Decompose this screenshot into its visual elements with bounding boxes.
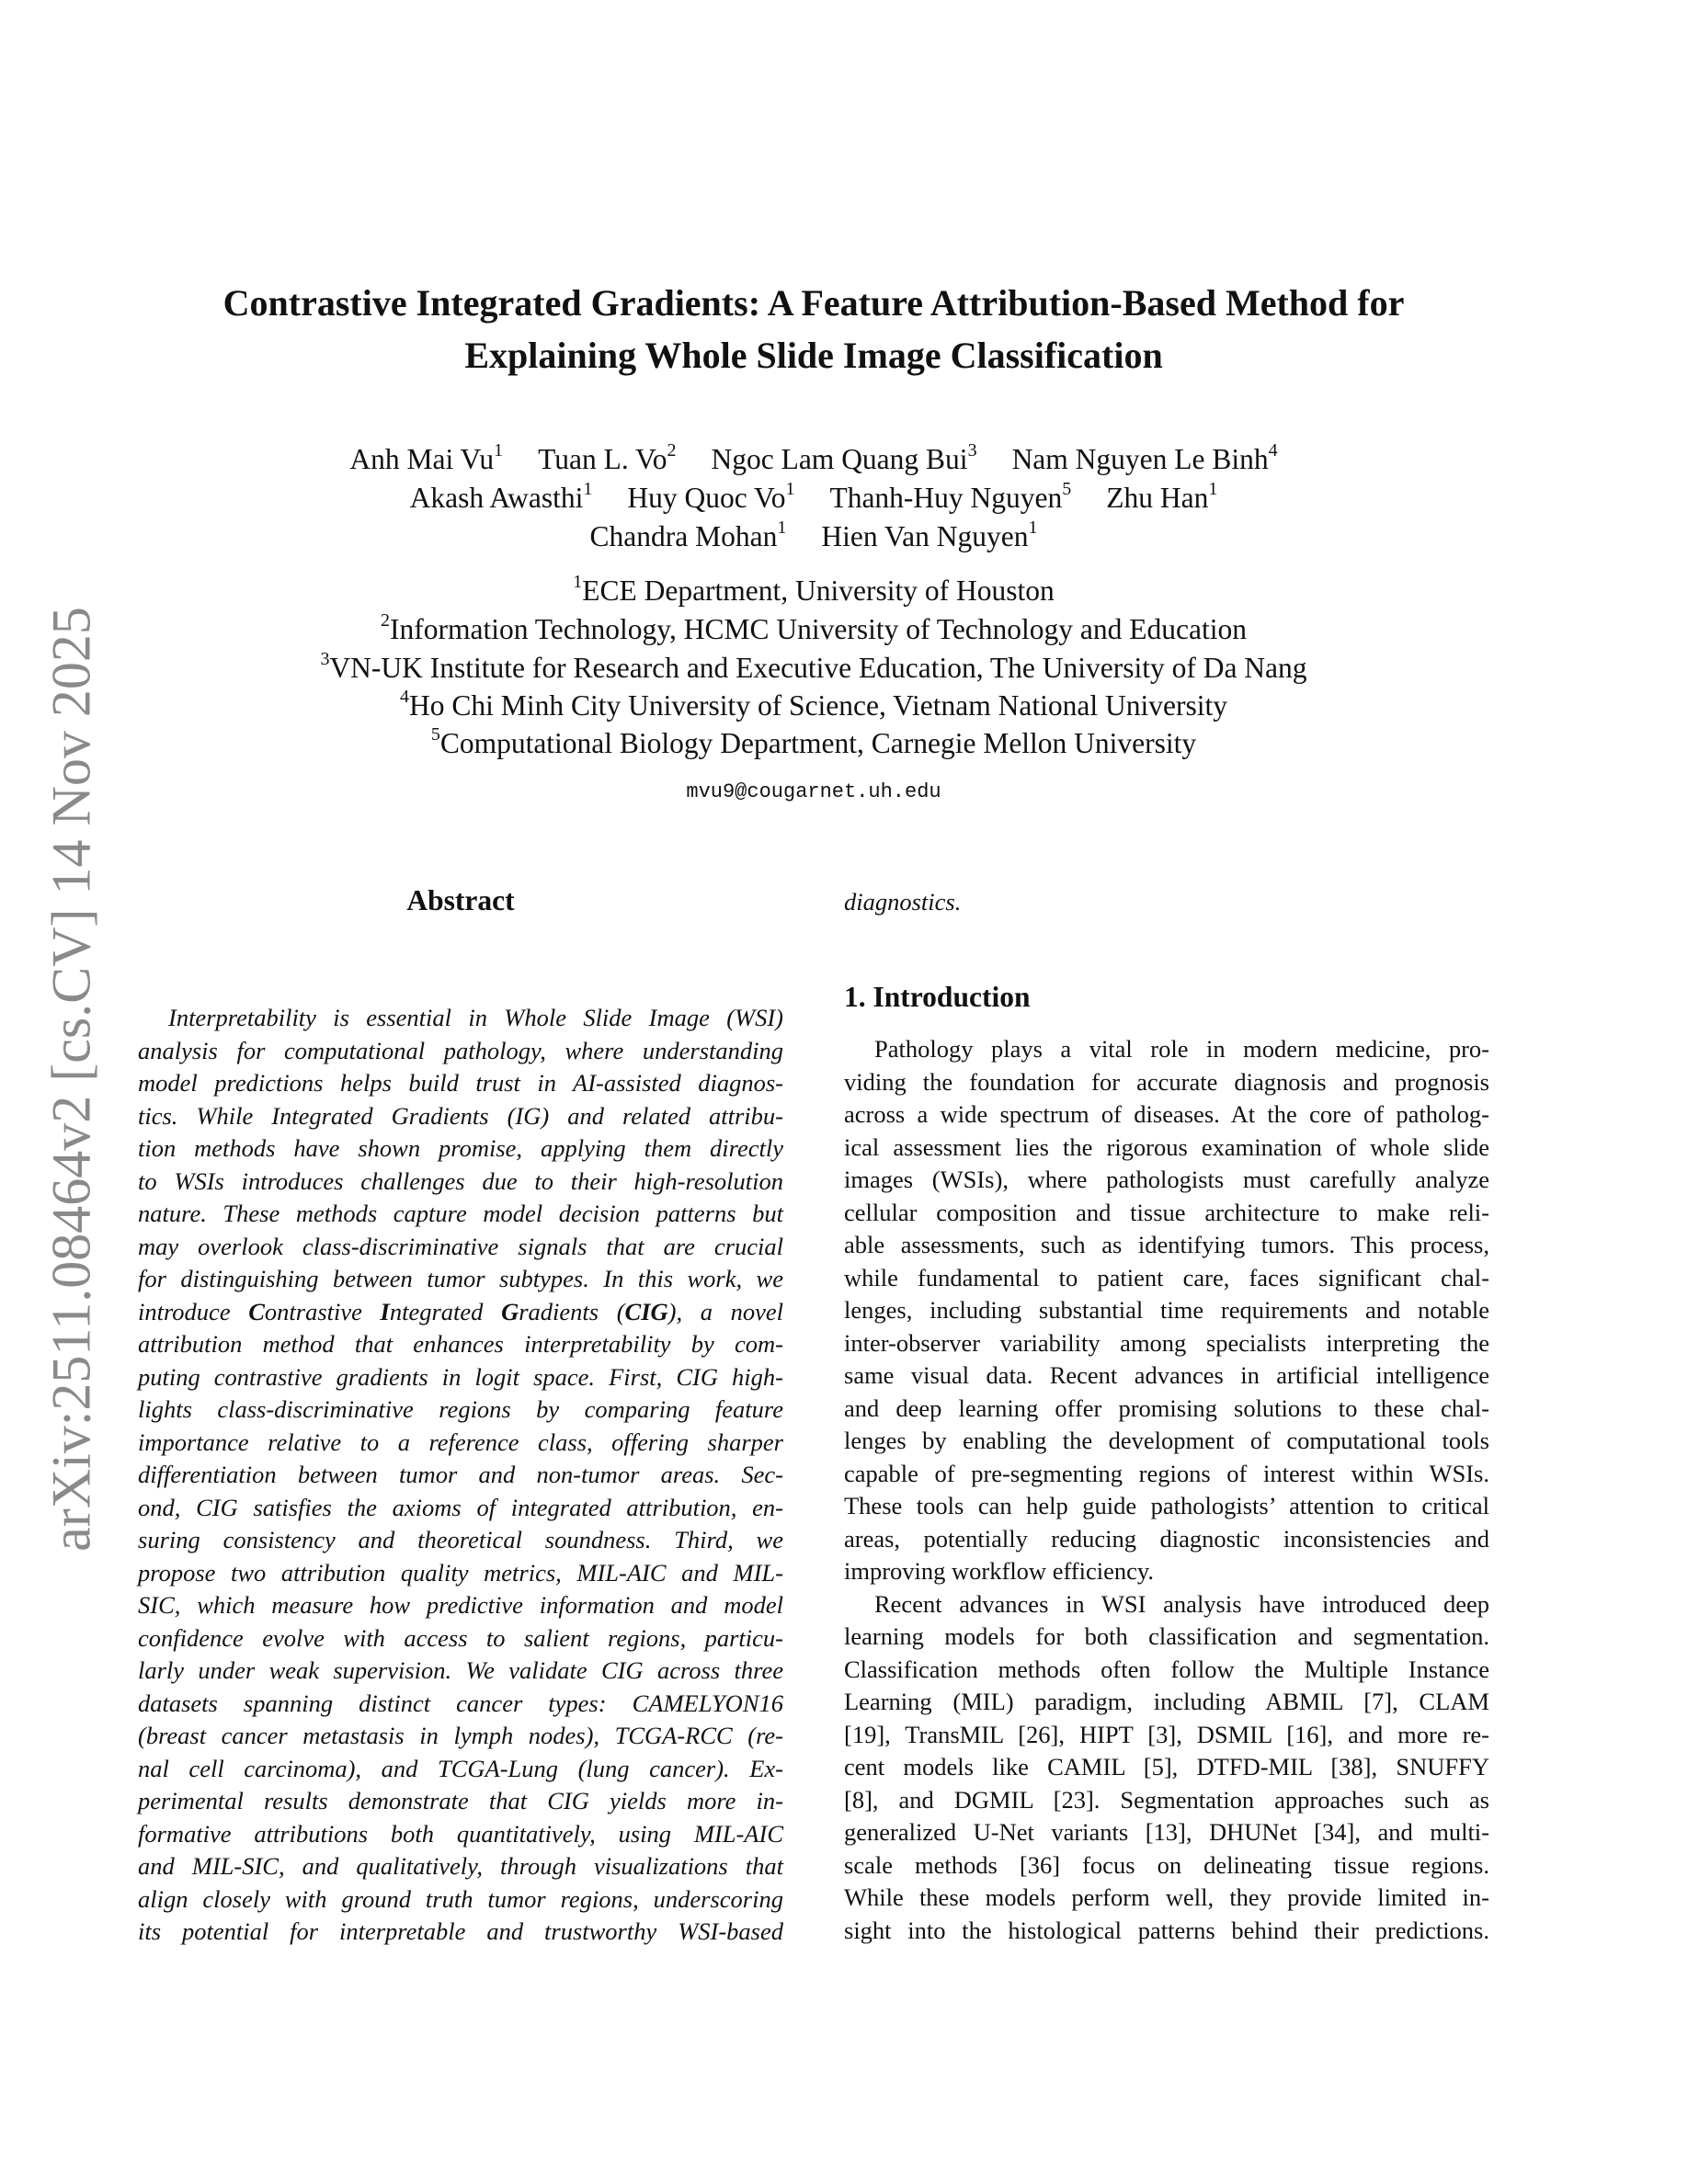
abstract-body <box>138 1002 783 1949</box>
abstract-line: puting contrastive gradients in logit space. First, CIG high- <box>138 1362 783 1391</box>
author <box>590 520 787 552</box>
introduction-line: scale methods [36] focus on delineating tissue regions. <box>844 1850 1489 1879</box>
introduction-line: images (WSIs), where pathologists must carefully analyze <box>844 1166 1489 1193</box>
abstract-line: for distinguishing between tumor subtypes. In this work, we <box>138 1265 783 1292</box>
abstract-line: align closely with ground truth tumor regions, underscoring <box>138 1884 783 1913</box>
introduction-heading: 1. Introduction <box>844 981 1031 1013</box>
abstract-line: importance relative to a reference class, offering sharper <box>138 1428 783 1456</box>
author-name: Tuan L. Vo <box>538 443 667 475</box>
bold-term: C <box>248 1297 265 1325</box>
introduction-line: areas, potentially reducing diagnostic inconsistencies and <box>844 1524 1489 1553</box>
abstract-line: may overlook class-discriminative signals that are crucial <box>138 1232 783 1260</box>
text-span: introduce <box>138 1297 249 1325</box>
author-affiliation-marker: 5 <box>1062 479 1072 499</box>
affiliation-number: 2 <box>381 610 390 631</box>
abstract-line: attribution method that enhances interpretability by com- <box>138 1330 783 1358</box>
affiliation <box>0 649 1627 687</box>
affiliation-text: Information Technology, HCMC University of Technology and Education <box>390 613 1247 645</box>
affiliation-number: 5 <box>430 724 440 745</box>
abstract-line: (breast cancer metastasis in lymph nodes), TCGA-RCC (re- <box>138 1722 783 1749</box>
introduction-line: These tools can help guide pathologists’ attention to critical <box>844 1492 1489 1519</box>
introduction-line: [19], TransMIL [26], HIPT [3], DSMIL [16], and more re- <box>844 1720 1489 1748</box>
text-span: ntegrated <box>389 1297 502 1325</box>
abstract-line: ond, CIG satisfies the axioms of integrated attribution, en- <box>138 1493 783 1521</box>
introduction-line: cent models like CAMIL [5], DTFD-MIL [38], SNUFFY <box>844 1753 1489 1780</box>
introduction-line: able assessments, such as identifying tumors. This process, <box>844 1231 1489 1258</box>
author <box>821 520 1037 552</box>
introduction-line: [8], and DGMIL [23]. Segmentation approaches such as <box>844 1785 1489 1814</box>
introduction-line: learning models for both classification and segmentation. <box>844 1622 1489 1650</box>
introduction-line: Recent advances in WSI analysis have introduced deep <box>874 1589 1489 1618</box>
introduction-line: Classification methods often follow the Multiple Instance <box>844 1655 1489 1683</box>
author-affiliation-marker: 4 <box>1268 440 1278 461</box>
introduction-line: Learning (MIL) paradigm, including ABMIL [7], CLAM <box>844 1688 1489 1715</box>
author-name: Anh Mai Vu <box>349 443 495 475</box>
abstract-line: and MIL-SIC, and qualitatively, through visualizations that <box>138 1852 783 1880</box>
abstract-line <box>138 1296 783 1329</box>
author-affiliation-marker: 3 <box>967 440 977 461</box>
abstract-line: nature. These methods capture model decision patterns but <box>138 1200 783 1227</box>
abstract-line: tics. While Integrated Gradients (IG) and related attribu- <box>138 1101 783 1130</box>
author <box>627 479 795 514</box>
abstract-line: propose two attribution quality metrics, MIL-AIC and MIL- <box>138 1558 783 1587</box>
abstract-line: suring consistency and theoretical soundness. Third, we <box>138 1526 783 1553</box>
abstract-line: analysis for computational pathology, where understanding <box>138 1036 783 1064</box>
abstract-line: its potential for interpretable and trustworthy WSI-based <box>138 1917 783 1945</box>
affiliation-text: VN-UK Institute for Research and Executive Education, The University of Da Nang <box>329 652 1307 684</box>
contact-email[interactable]: mvu9@cougarnet.uh.edu <box>686 780 941 803</box>
author-row <box>0 479 1627 518</box>
abstract-line: model predictions helps build trust in AI-assisted diagnos- <box>138 1069 783 1097</box>
introduction-line: cellular composition and tissue architecture to make reli- <box>844 1198 1489 1226</box>
author-name: Hien Van Nguyen <box>821 520 1029 552</box>
affiliation <box>0 724 1627 762</box>
introduction-line: inter-observer variability among specialists interpreting the <box>844 1328 1489 1357</box>
abstract-line: tion methods have shown promise, applying them directly <box>138 1134 783 1162</box>
introduction-line: capable of pre-segmenting regions of interest within WSIs. <box>844 1459 1489 1487</box>
author <box>1106 479 1218 514</box>
introduction-line: While these models perform well, they provide limited in- <box>844 1883 1489 1911</box>
affiliation-text: Computational Biology Department, Carnegie Mellon University <box>439 727 1197 759</box>
author-affiliation-marker: 1 <box>494 440 504 461</box>
author-row <box>0 518 1627 556</box>
abstract-line: perimental results demonstrate that CIG yields more in- <box>138 1787 783 1814</box>
affiliation <box>0 687 1627 724</box>
introduction-line: improving workflow efficiency. <box>844 1557 1155 1585</box>
text-span: radients ( <box>519 1297 625 1325</box>
affiliation-text: Ho Chi Minh City University of Science, Vietnam National University <box>409 689 1227 722</box>
introduction-line: sight into the histological patterns behind their predictions. <box>844 1916 1489 1944</box>
affiliation-number: 4 <box>400 687 410 707</box>
author <box>1011 440 1278 475</box>
abstract-line: to WSIs introduces challenges due to their high-resolution <box>138 1166 783 1195</box>
affiliation <box>0 572 1627 609</box>
arxiv-identifier-stamp: arXiv:2511.08464v2 [cs.CV] 14 Nov 2025 <box>40 607 102 1552</box>
introduction-line: lenges by enabling the development of computational tools <box>844 1427 1489 1454</box>
bold-term: I <box>380 1297 390 1325</box>
abstract-line: diagnostics. <box>844 888 962 916</box>
introduction-line: lenges, including substantial time requirements and notable <box>844 1296 1489 1324</box>
introduction-line: same visual data. Recent advances in artificial intelligence <box>844 1361 1489 1389</box>
author-row <box>0 440 1627 479</box>
abstract-line: differentiation between tumor and non-tumor areas. Sec- <box>138 1461 783 1488</box>
author-name: Ngoc Lam Quang Bui <box>711 443 968 475</box>
author-affiliation-marker: 1 <box>1028 518 1038 538</box>
author <box>409 479 593 514</box>
author <box>829 479 1072 514</box>
introduction-line: generalized U-Net variants [13], DHUNet [34], and multi- <box>844 1818 1489 1846</box>
introduction-line: viding the foundation for accurate diagnosis and prognosis <box>844 1067 1489 1096</box>
abstract-heading: Abstract <box>406 884 515 916</box>
affiliation-number: 1 <box>573 572 583 592</box>
abstract-line: formative attributions both quantitatively, using MIL-AIC <box>138 1819 783 1848</box>
text-span: ontrastive <box>264 1297 381 1325</box>
paper-title-line-2: Explaining Whole Slide Image Classification <box>464 335 1163 376</box>
introduction-line: across a wide spectrum of diseases. At the core of patholog- <box>844 1100 1489 1128</box>
introduction-body <box>844 1033 1489 1947</box>
bold-term: G <box>501 1297 519 1325</box>
abstract-line: lights class-discriminative regions by comparing feature <box>138 1395 783 1423</box>
abstract-line: larly under weak supervision. We validate CIG across three <box>138 1656 783 1684</box>
author-name: Chandra Mohan <box>589 520 778 552</box>
author-affiliation-marker: 1 <box>1208 479 1218 499</box>
introduction-line: ical assessment lies the rigorous examination of whole slide <box>844 1132 1489 1161</box>
author-name: Nam Nguyen Le Binh <box>1011 443 1269 475</box>
author-name: Huy Quoc Vo <box>627 482 786 514</box>
introduction-line: while fundamental to patient care, faces significant chal- <box>844 1263 1489 1291</box>
affiliation-number: 3 <box>320 649 330 669</box>
affiliation <box>0 610 1627 648</box>
affiliation-text: ECE Department, University of Houston <box>582 574 1055 607</box>
abstract-line: SIC, which measure how predictive information and model <box>138 1591 783 1619</box>
author-affiliation-marker: 1 <box>583 479 593 499</box>
paper-title-line-1: Contrastive Integrated Gradients: A Feature Attribution-Based Method for <box>222 282 1405 324</box>
author-affiliation-marker: 1 <box>785 479 795 499</box>
author-affiliation-marker: 1 <box>777 518 787 538</box>
abstract-line: confidence evolve with access to salient regions, particu- <box>138 1623 783 1652</box>
author-name: Thanh-Huy Nguyen <box>829 482 1063 514</box>
author <box>538 440 677 475</box>
author-affiliation-marker: 2 <box>667 440 677 461</box>
abstract-line: datasets spanning distinct cancer types: CAMELYON16 <box>138 1689 783 1717</box>
abstract-continuation <box>844 886 1489 919</box>
text-span: ), a novel <box>667 1297 784 1325</box>
author-name: Zhu Han <box>1106 482 1209 514</box>
introduction-line: and deep learning offer promising solutions to these chal- <box>844 1393 1489 1422</box>
introduction-line: Pathology plays a vital role in modern medicine, pro- <box>874 1035 1489 1063</box>
author-name: Akash Awasthi <box>409 482 584 514</box>
author <box>711 440 977 475</box>
abstract-line: Interpretability is essential in Whole Slide Image (WSI) <box>168 1004 783 1031</box>
author <box>349 440 504 475</box>
bold-term: CIG <box>624 1297 668 1325</box>
abstract-line: nal cell carcinoma), and TCGA-Lung (lung cancer). Ex- <box>138 1754 783 1782</box>
